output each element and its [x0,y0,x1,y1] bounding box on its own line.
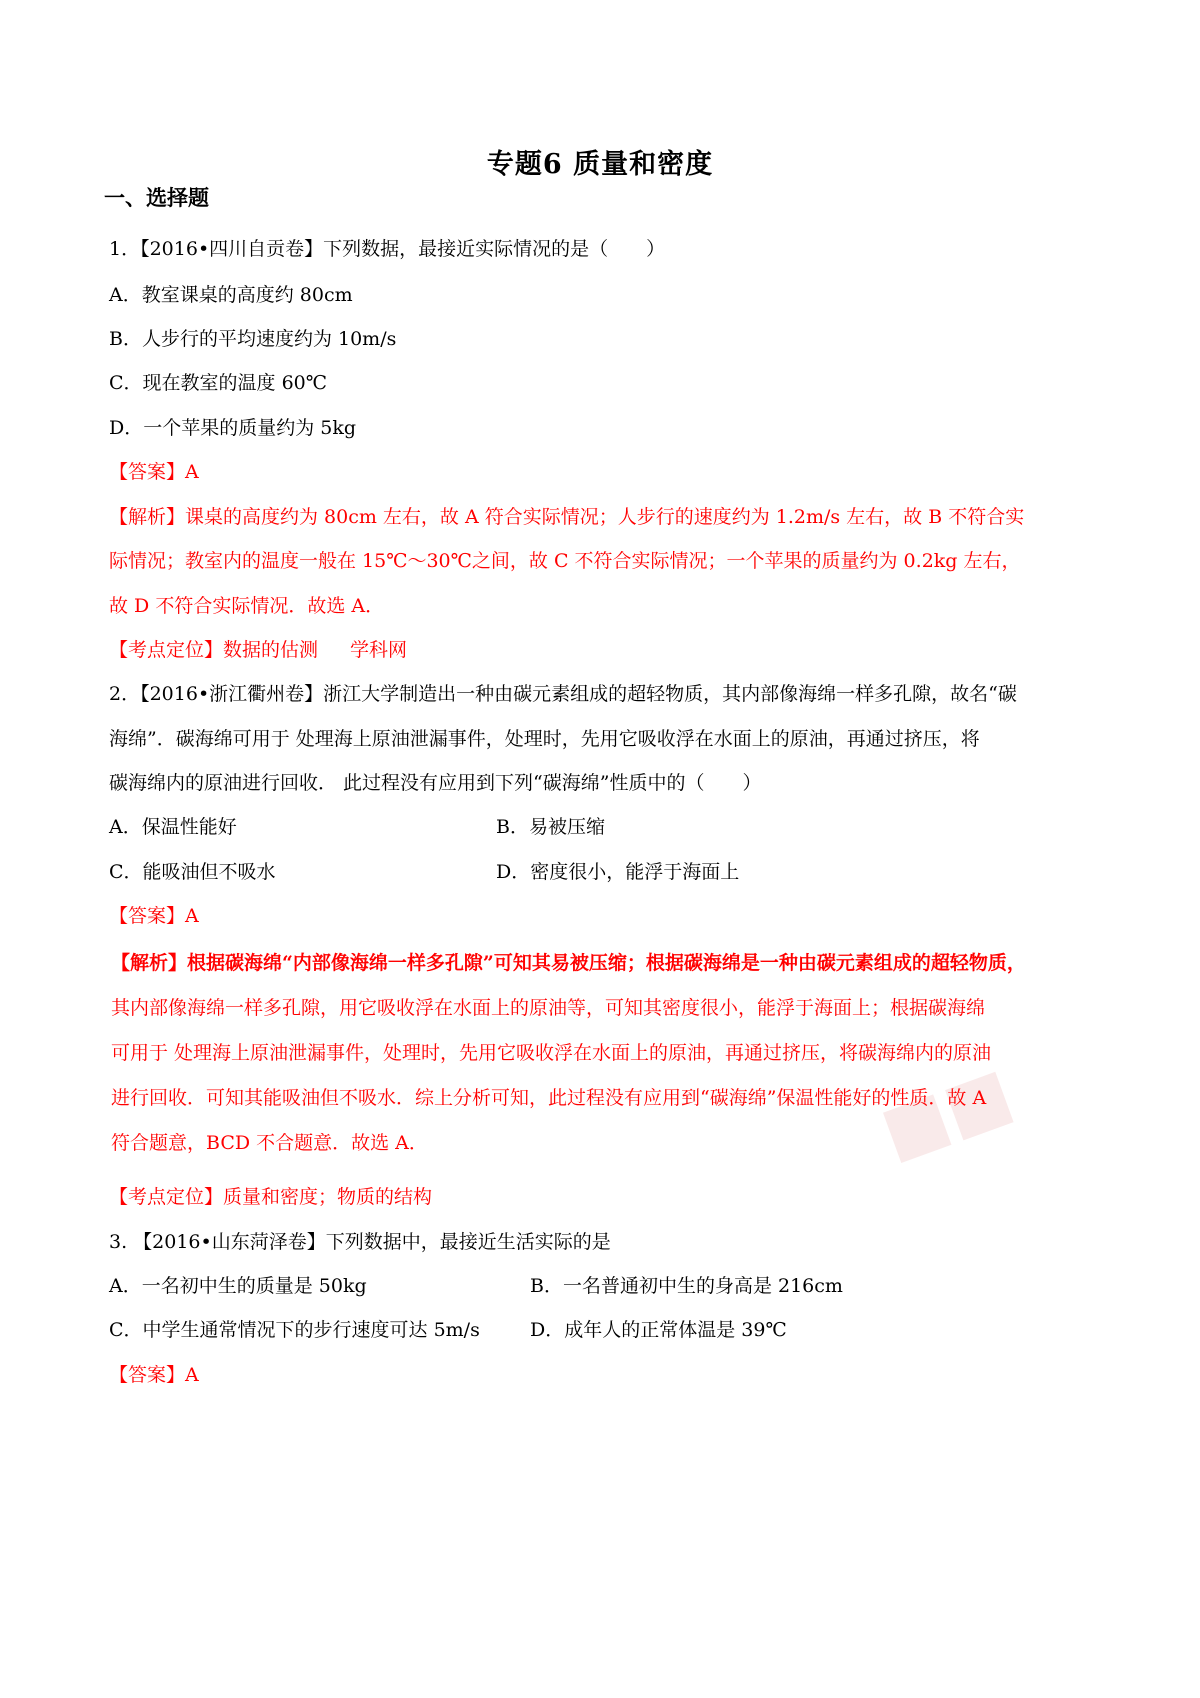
q2-answer: 【答案】A [109,905,199,927]
q1-option-a: A．教室课桌的高度约 80cm [109,284,353,306]
q3-option-a: A．一名初中生的质量是 50kg [109,1275,367,1297]
page-title: 专题6 质量和密度 [486,149,714,180]
section-heading: 一、选择题 [104,185,209,210]
q2-stem-line-3: 碳海绵内的原油进行回收． 此过程没有应用到下列“碳海绵”性质中的（ ） [109,772,762,794]
q1-analysis-line-2: 际情况；教室内的温度一般在 15℃～30℃之间，故 C 不符合实际情况；一个苹果的质量约为 0.2kg 左右， [109,550,1021,572]
q2-stem-line-1: 2．【2016•浙江衢州卷】浙江大学制造出一种由碳元素组成的超轻物质，其内部像海绵一样多孔隙，故名“碳 [109,683,1017,705]
q1-option-d: D．一个苹果的质量约为 5kg [109,417,357,439]
q3-option-d: D．成年人的正常体温是 39℃ [530,1319,787,1341]
q1-analysis-line-1: 【解析】课桌的高度约为 80cm 左右，故 A 符合实际情况；人步行的速度约为 1.2m/s 左右，故 B 不符合实 [109,506,1025,528]
q2-analysis-line-2: 其内部像海绵一样多孔隙，用它吸收浮在水面上的原油等，可知其密度很小，能浮于海面上；根据碳海绵 [111,997,986,1019]
q2-analysis-line-3: 可用于 处理海上原油泄漏事件，处理时，先用它吸收浮在水面上的原油，再通过挤压，将碳海绵内的原油 [111,1042,992,1064]
q1-option-c: C．现在教室的温度 60℃ [109,372,328,394]
q2-option-a: A．保温性能好 [109,816,237,838]
q2-analysis-line-5: 符合题意，BCD 不合题意．故选 A． [111,1132,428,1154]
watermark: ■■ [869,1049,1023,1174]
q1-point-extra: 学科网 [350,639,408,661]
q2-point: 【考点定位】质量和密度；物质的结构 [109,1186,433,1208]
q1-stem: 1．【2016•四川自贡卷】下列数据，最接近实际情况的是（ ） [109,238,666,260]
q2-option-b: B．易被压缩 [496,816,605,838]
q1-analysis-line-3: 故 D 不符合实际情况．故选 A． [109,595,385,617]
q2-option-c: C．能吸油但不吸水 [109,861,276,883]
q3-option-b: B．一名普通初中生的身高是 216cm [530,1275,843,1297]
q2-analysis-line-1: 【解析】根据碳海绵“内部像海绵一样多孔隙”可知其易被压缩；根据碳海绵是一种由碳元素组成的超轻物质， [111,952,1026,974]
q2-stem-line-2: 海绵”．碳海绵可用于 处理海上原油泄漏事件，处理时，先用它吸收浮在水面上的原油，再通过挤压，将 [109,728,980,750]
q2-option-d: D．密度很小，能浮于海面上 [496,861,740,883]
q3-stem: 3. 【2016•山东菏泽卷】下列数据中，最接近生活实际的是 [109,1231,611,1253]
q1-answer: 【答案】A [109,461,199,483]
q2-analysis-line-4: 进行回收．可知其能吸油但不吸水．综上分析可知，此过程没有应用到“碳海绵”保温性能好的性质．故 A [111,1087,987,1109]
q3-answer: 【答案】A [109,1364,199,1386]
q3-option-c: C．中学生通常情况下的步行速度可达 5m/s [109,1319,480,1341]
q1-option-b: B．人步行的平均速度约为 10m/s [109,328,397,350]
q1-point-label: 【考点定位】数据的估测 [109,639,319,661]
q1-point [109,638,407,662]
